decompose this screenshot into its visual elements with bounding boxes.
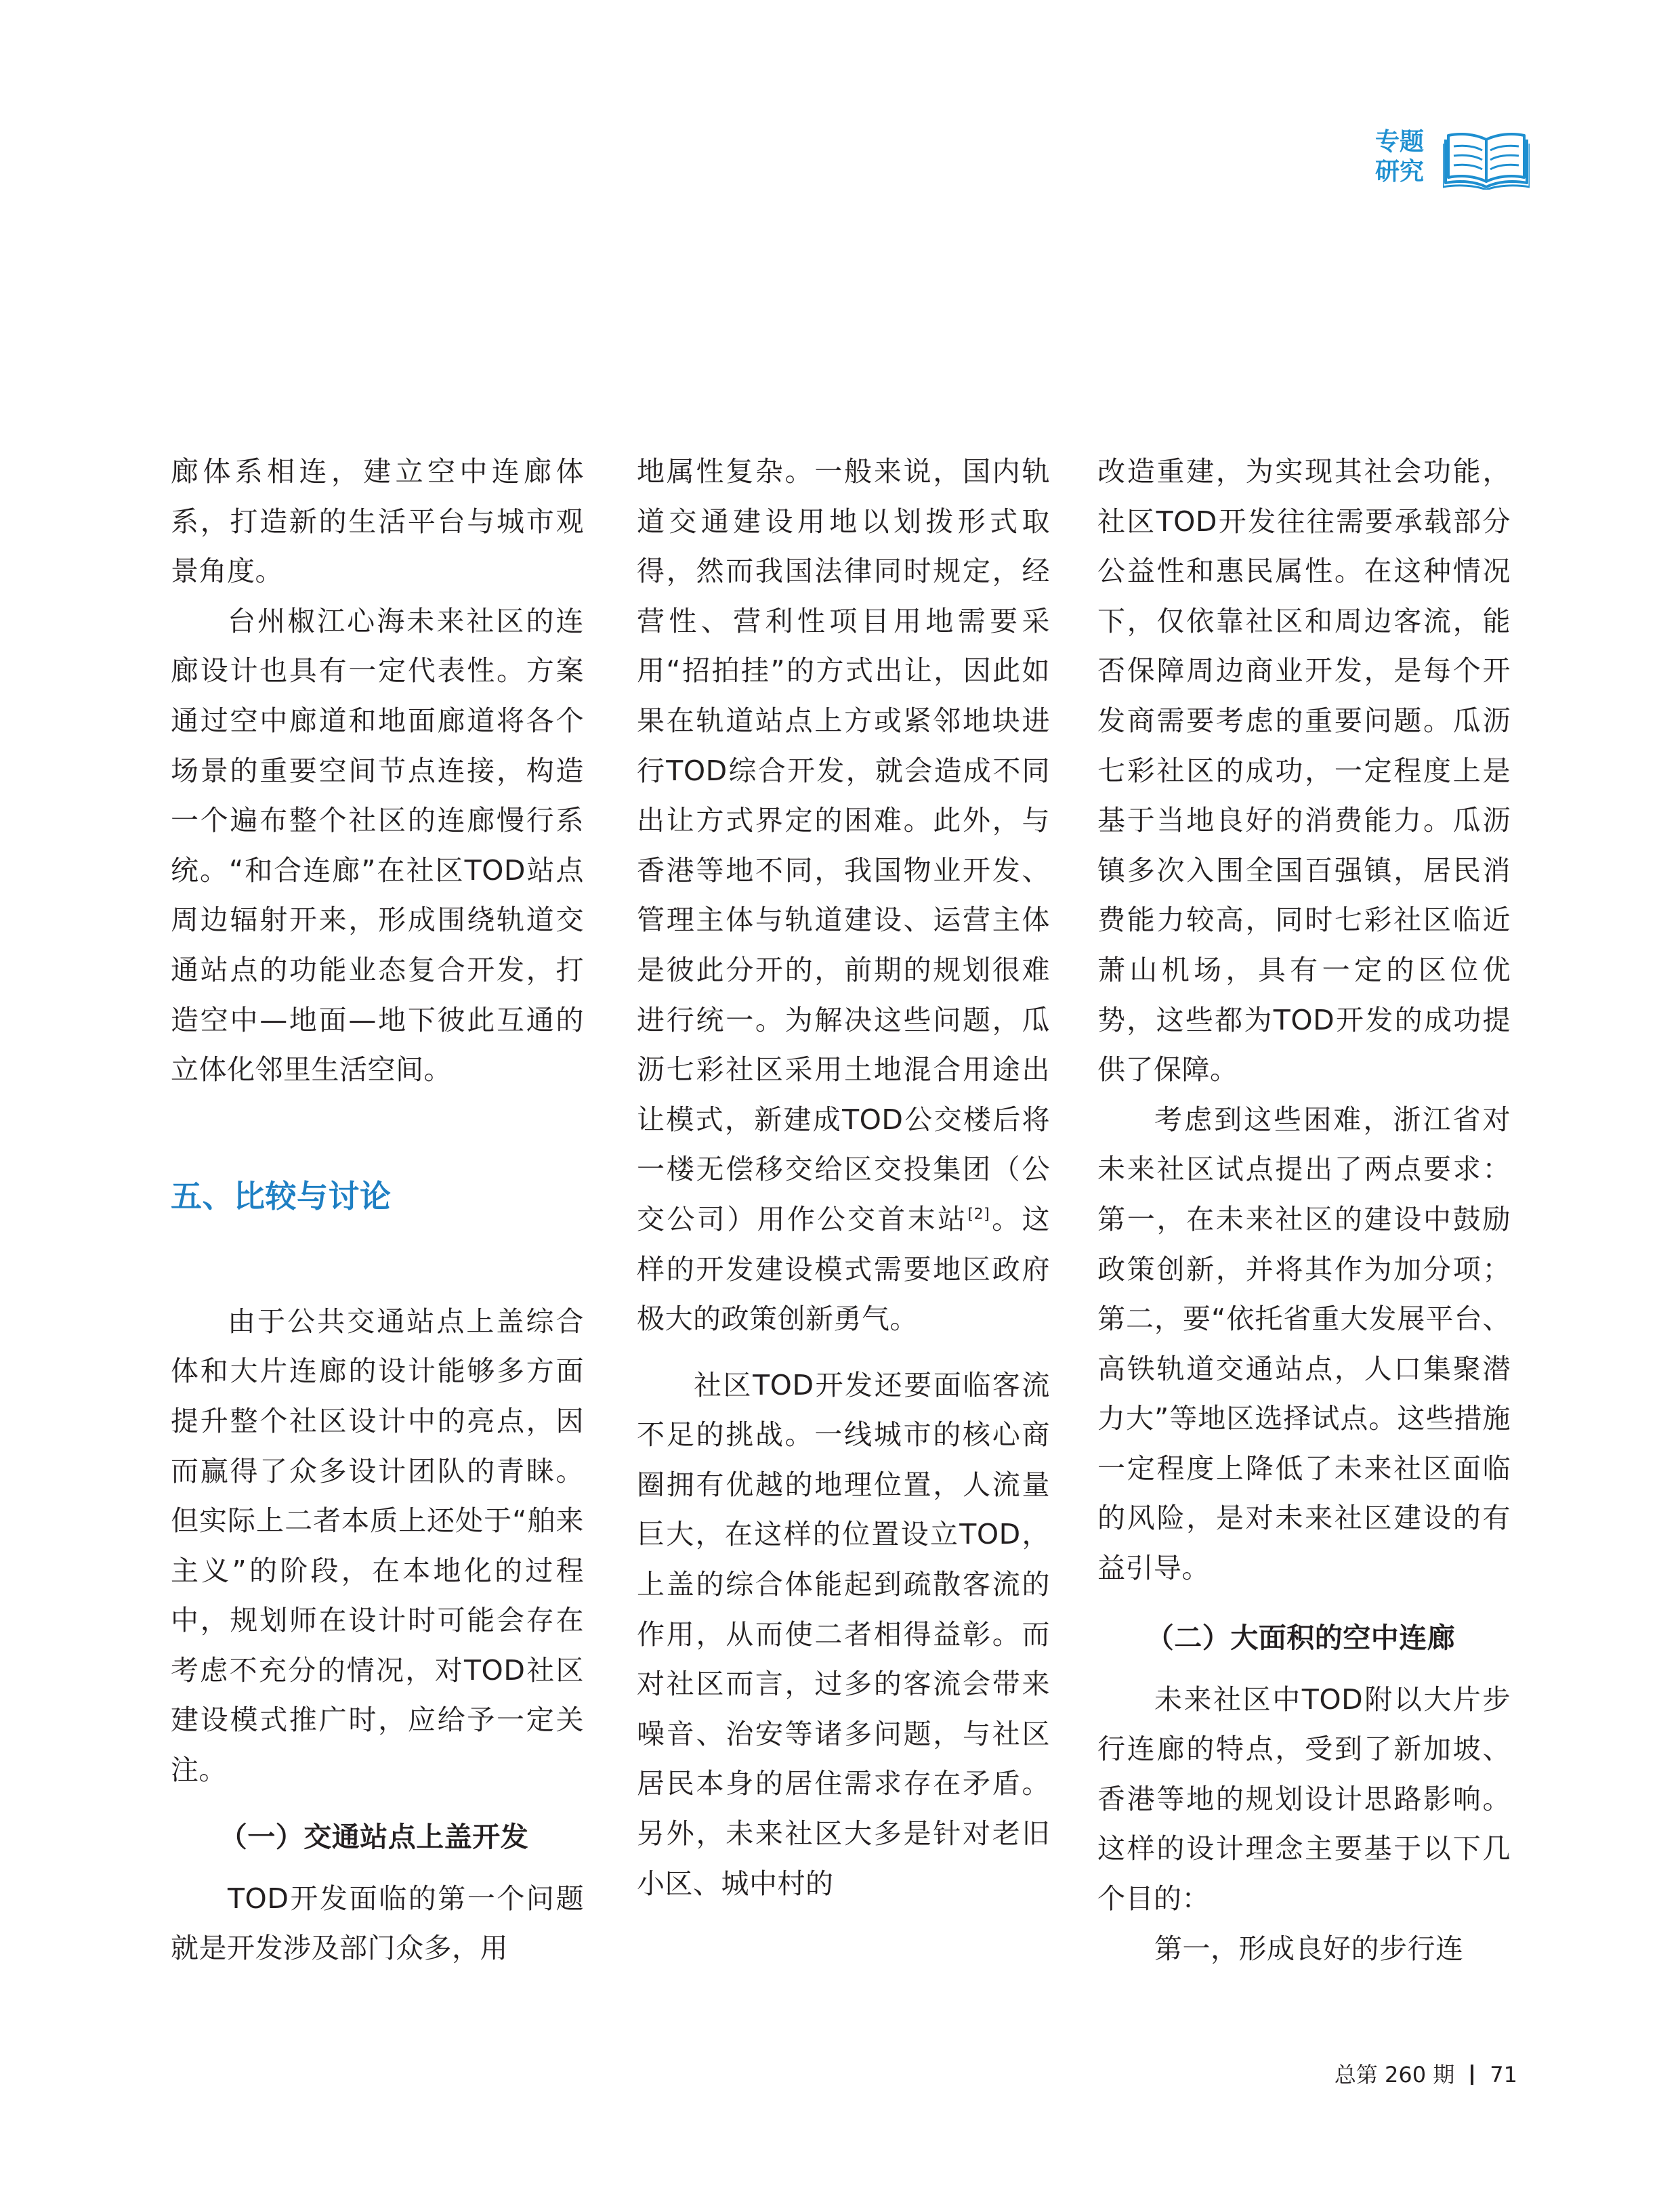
subsection-heading: （一）交通站点上盖开发 <box>219 1820 529 1853</box>
section-heading: 五、比较与讨论 <box>171 1177 392 1214</box>
paragraph: 廊体系相连，建立空中连廊体系，打造新的生活平台与城市观景角度。 <box>171 455 584 588</box>
paragraph: 台州椒江心海未来社区的连廊设计也具有一定代表性。方案通过空中廊道和地面廊道将各个场景的重要空间节点连接，构造一个遍布整个社区的连廊慢行系统。“和合连廊”在社区TOD站点周边辐射开来，形成围绕轨道交通站点的功能业态复合开发，打造空中—地面—地下彼此互通的立体化邻里生活空间。 <box>171 604 584 1086</box>
paragraph: 改造重建，为实现其社会功能，社区TOD开发往往需要承载部分公益性和惠民属性。在这种情况下，仅依靠社区和周边客流，能否保障周边商业开发，是每个开发商需要考虑的重要问题。瓜沥七彩社区的成功，一定程度上是基于当地良好的消费能力。瓜沥镇多次入围全国百强镇，居民消费能力较高，同时七彩社区临近萧山机场，具有一定的区位优势，这些都为TOD开发的成功提供了保障。 <box>1097 455 1511 1086</box>
paragraph: 考虑到这些困难，浙江省对未来社区试点提出了两点要求：第一，在未来社区的建设中鼓励政策创新，并将其作为加分项；第二，要“依托省重大发展平台、高铁轨道交通站点，人口集聚潜力大”等地区选择试点。这些措施一定程度上降低了未来社区面临的风险，是对未来社区建设的有益引导。 <box>1097 1103 1511 1585</box>
paragraph-text: 。这样的开发建设模式需要地区政府极大的政策创新勇气。 <box>637 1202 1051 1336</box>
paragraph: TOD开发面临的第一个问题就是开发涉及部门众多，用 <box>171 1882 584 1965</box>
open-book-icon <box>1443 130 1530 190</box>
reference-marker: [2] <box>967 1206 990 1223</box>
footer-divider <box>1471 2065 1473 2085</box>
section-label <box>1375 127 1443 187</box>
subsection-heading: （二）大面积的空中连廊 <box>1146 1621 1456 1654</box>
column-right <box>1097 447 1511 1974</box>
page-footer <box>1335 2058 1517 2089</box>
page-number: 71 <box>1490 2062 1517 2088</box>
section-badge <box>1375 127 1517 195</box>
column-middle <box>637 447 1050 1909</box>
section-label-line1: 专题 <box>1375 128 1425 156</box>
paragraph: 社区TOD开发还要面临客流不足的挑战。一线城市的核心商圈拥有优越的地理位置，人流量巨大，在这样的位置设立TOD，上盖的综合体能起到疏散客流的作用，从而使二者相得益彰。而对社区而言，过多的客流会带来噪音、治安等诸多问题，与社区居民本身的居住需求存在矛盾。另外，未来社区大多是针对老旧小区、城中村的 <box>637 1368 1050 1900</box>
paragraph-text: 地属性复杂。一般来说，国内轨道交通建设用地以划拨形式取得，然而我国法律同时规定，经营性、营利性项目用地需要采用“招拍挂”的方式出让，因此如果在轨道站点上方或紧邻地块进行TOD综合开发，就会造成不同出让方式界定的困难。此外，与香港等地不同，我国物业开发、管理主体与轨道建设、运营主体是彼此分开的，前期的规划很难进行统一。为解决这些问题，瓜沥七彩社区采用土地混合用途出让模式，新建成TOD公交楼后将一楼无偿移交给区交投集团（公交公司）用作公交首末站 <box>637 455 1050 1235</box>
paragraph: 由于公共交通站点上盖综合体和大片连廊的设计能够多方面提升整个社区设计中的亮点，因而赢得了众多设计团队的青睐。但实际上二者本质上还处于“舶来主义”的阶段，在本地化的过程中，规划师在设计时可能会存在考虑不充分的情况，对TOD社区建设模式推广时，应给予一定关注。 <box>171 1305 584 1787</box>
section-label-line2: 研究 <box>1375 158 1425 186</box>
paragraph <box>637 447 1050 1345</box>
column-left <box>171 447 584 1974</box>
issue-number: 总第 260 期 <box>1334 2062 1455 2088</box>
paragraph: 第一，形成良好的步行连 <box>1154 1932 1464 1965</box>
paragraph: 未来社区中TOD附以大片步行连廊的特点，受到了新加坡、香港等地的规划设计思路影响。这样的设计理念主要基于以下几个目的： <box>1097 1683 1511 1916</box>
